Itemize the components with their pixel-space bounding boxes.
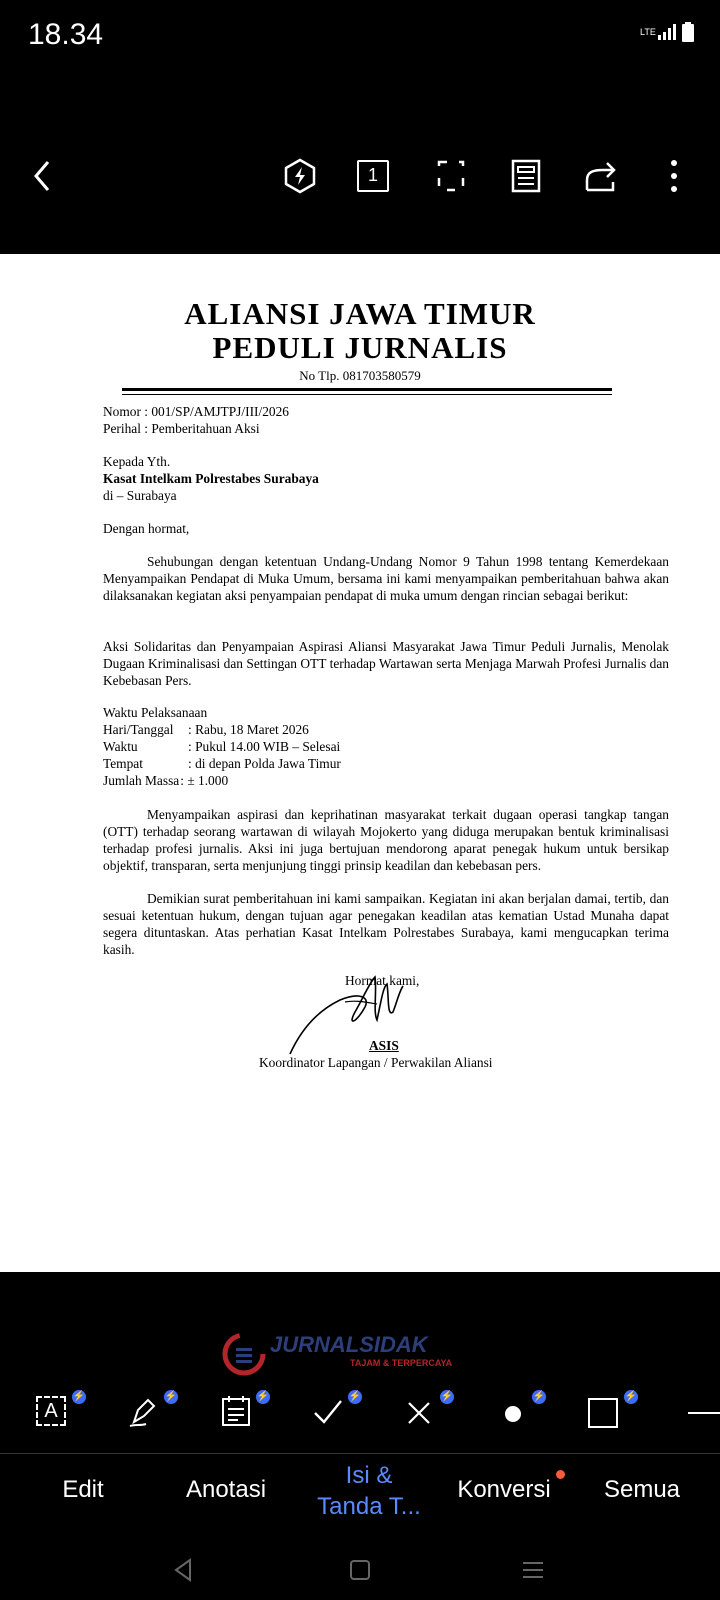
- status-bar: [0, 0, 720, 72]
- check-tool[interactable]: [308, 1384, 362, 1440]
- nav-recents-icon[interactable]: [522, 1560, 544, 1580]
- watermark-brand: JURNALSIDAK: [270, 1332, 428, 1357]
- premium-badge: ⚡: [72, 1391, 86, 1402]
- tab-anotasi[interactable]: Anotasi: [185, 1476, 267, 1503]
- tab-isi-tanda-tangan[interactable]: [304, 1460, 434, 1522]
- schedule-value: : ± 1.000: [180, 773, 229, 788]
- signal-icon: [658, 24, 676, 40]
- watermark-logo: [222, 1330, 462, 1378]
- paragraph-action-title: Aksi Solidaritas dan Penyampaian Aspirasi Aliansi Masyarakat Jawa Timur Peduli Jurnalis, Menolak Dugaan Kriminalisasi dan Settingan OTT terhadap Wartawan serta Menjaga Marwah Profesi Jurnalis dan Kebebasan Pers.: [103, 639, 669, 688]
- battery-icon: [682, 22, 694, 42]
- calendar-form-icon: [220, 1394, 252, 1428]
- toolbar-divider: [0, 1453, 720, 1454]
- schedule-value: : Rabu, 18 Maret 2026: [188, 722, 309, 737]
- schedule-label: Waktu: [103, 739, 138, 754]
- schedule-row: [103, 738, 340, 755]
- addressee-name: Kasat Intelkam Polrestabes Surabaya: [103, 471, 319, 486]
- schedule-row: [103, 772, 228, 789]
- more-icon[interactable]: [656, 158, 692, 194]
- greeting: Dengan hormat,: [103, 521, 190, 536]
- signature-pen-tool[interactable]: [124, 1384, 178, 1440]
- letter-number: Nomor : 001/SP/AMJTPJ/III/2026: [103, 404, 289, 419]
- text-box-icon: A: [36, 1396, 66, 1426]
- nav-home-icon[interactable]: [350, 1560, 370, 1580]
- notification-dot: [556, 1470, 565, 1479]
- header-rule-thin: [122, 394, 612, 395]
- tab-label-line2: Tanda T...: [317, 1493, 421, 1520]
- schedule-row: [103, 721, 309, 738]
- cross-icon: [406, 1400, 432, 1426]
- closing-salutation: Hormat kami,: [345, 973, 420, 988]
- dot-tool[interactable]: [492, 1384, 546, 1440]
- stamp-tool[interactable]: [216, 1384, 270, 1440]
- pen-icon: [128, 1394, 160, 1428]
- text-box-tool[interactable]: [32, 1384, 86, 1440]
- premium-badge: ⚡: [164, 1391, 178, 1402]
- signer-role: Koordinator Lapangan / Perwakilan Aliansi: [259, 1055, 493, 1070]
- check-icon: [312, 1398, 344, 1426]
- org-title-line1: ALIANSI JAWA TIMUR: [184, 296, 536, 331]
- rectangle-icon: [588, 1398, 618, 1428]
- annotation-toolbar: [0, 1384, 720, 1442]
- nav-back-icon[interactable]: [172, 1558, 194, 1582]
- watermark-tagline: TAJAM & TERPERCAYA: [350, 1358, 453, 1368]
- addressee-prefix: Kepada Yth.: [103, 454, 171, 469]
- bottom-tab-bar: [0, 1460, 720, 1550]
- network-type: LTE: [640, 26, 656, 37]
- pdf-toolbar: [0, 72, 720, 252]
- tab-edit[interactable]: Edit: [62, 1476, 104, 1503]
- back-icon[interactable]: [26, 158, 62, 194]
- schedule-row: [103, 755, 341, 772]
- fullscreen-icon[interactable]: [433, 158, 469, 194]
- reading-mode-icon[interactable]: [508, 158, 544, 194]
- clock: 18.34: [28, 18, 104, 51]
- cross-tool[interactable]: [400, 1384, 454, 1440]
- line-icon: [688, 1412, 720, 1414]
- schedule-value: : Pukul 14.00 WIB – Selesai: [188, 739, 341, 754]
- paragraph-purpose: Menyampaikan aspirasi dan keprihatinan masyarakat terkait dugaan operasi tangkap tangan (OTT) terhadap seorang wartawan di wilayah Mojokerto yang diduga merupakan bentuk kriminalisasi terhadap profesi jurnalis. Aksi ini juga bertujuan mendorong aparat penegak hukum untuk bersikap objektif, transparan, serta menjunjung tinggi prinsip keadilan dan kebebasan pers.: [103, 807, 669, 873]
- addressee-location: di – Surabaya: [103, 488, 177, 503]
- page-number-icon[interactable]: [357, 160, 389, 192]
- line-tool[interactable]: [676, 1384, 720, 1440]
- brand-logo-icon: [222, 1332, 266, 1376]
- premium-badge: ⚡: [532, 1391, 546, 1402]
- paragraph-closing: Demikian surat pemberitahuan ini kami sampaikan. Kegiatan ini akan berjalan damai, tertib, dan sesuai ketentuan hukum, dengan tujuan agar penegakan keadilan atas kematian Ustad Munaha dapat segera dituntaskan. Atas perhatian Kasat Intelkam Polrestabes Surabaya, kami mengucapkan terima kasih.: [103, 891, 669, 957]
- tab-semua[interactable]: Semua: [603, 1476, 681, 1503]
- system-icons: [640, 22, 694, 42]
- org-title-line2: PEDULI JURNALIS: [212, 330, 508, 365]
- schedule-heading: Waktu Pelaksanaan: [103, 705, 208, 720]
- schedule-label: Tempat: [103, 756, 143, 771]
- dot-icon: [505, 1406, 521, 1422]
- premium-badge: ⚡: [624, 1391, 638, 1402]
- pdf-page[interactable]: [0, 254, 720, 1272]
- tab-label-line1: Isi &: [345, 1462, 393, 1489]
- share-icon[interactable]: [583, 158, 619, 194]
- header-rule-thick: [122, 388, 612, 391]
- rectangle-tool[interactable]: [584, 1384, 638, 1440]
- tab-konversi[interactable]: Konversi: [457, 1476, 551, 1503]
- lightning-icon[interactable]: [282, 158, 318, 194]
- org-phone: No Tlp. 081703580579: [299, 368, 421, 383]
- paragraph-intro: Sehubungan dengan ketentuan Undang-Undang Nomor 9 Tahun 1998 tentang Kemerdekaan Menyampaikan Pendapat di Muka Umum, bersama ini kami menyampaikan pemberitahuan bahwa akan dilaksanakan kegiatan aksi penyampaian pendapat di muka umum dengan rincian sebagai berikut:: [103, 554, 669, 603]
- system-nav-bar: [0, 1540, 720, 1600]
- premium-badge: ⚡: [256, 1391, 270, 1402]
- premium-badge: ⚡: [440, 1391, 454, 1402]
- signer-name: ASIS: [369, 1038, 399, 1053]
- premium-badge: ⚡: [348, 1391, 362, 1402]
- schedule-label: Hari/Tanggal: [103, 722, 174, 737]
- page-number: 1: [367, 165, 378, 185]
- letter-subject: Perihal : Pemberitahuan Aksi: [103, 421, 260, 436]
- schedule-value: : di depan Polda Jawa Timur: [188, 756, 341, 771]
- schedule-label: Jumlah Massa: [103, 773, 180, 788]
